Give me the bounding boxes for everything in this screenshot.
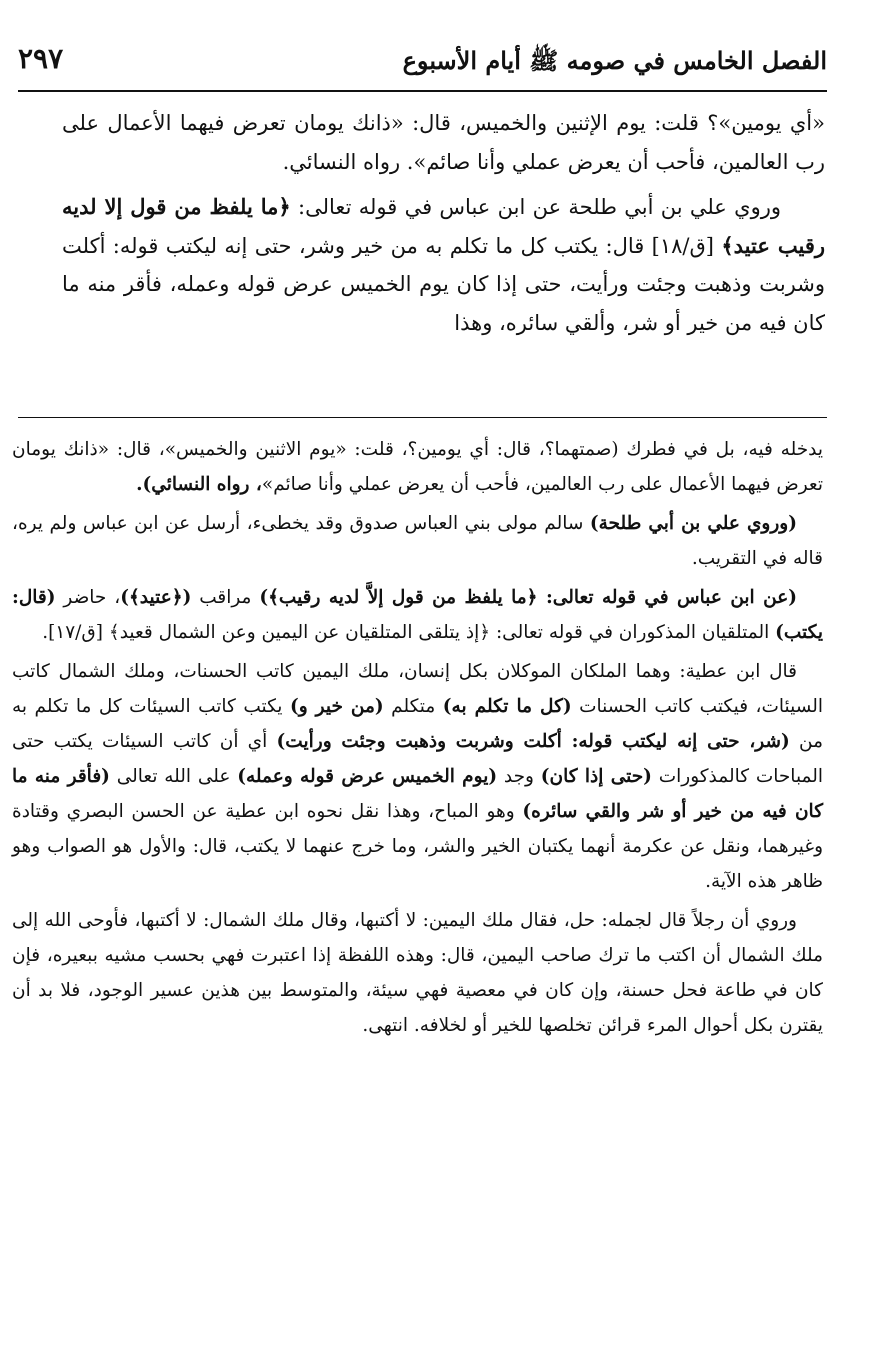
- page-number: ٢٩٧: [18, 42, 64, 75]
- note1-bold: ، رواه النسائي).: [136, 474, 262, 495]
- note1-text: يدخله فيه، بل في فطرك (صمتهما؟، قال: أي يومين؟، قلت: «يوم الاثنين والخميس»، قال: «ذانك يومان تعرض فيهما الأعمال على رب العالمين، فأحب أن يعرض عملي وأنا صائم»: [12, 439, 823, 495]
- main-paragraph-2-start: وروي علي بن أبي طلحة عن ابن عباس في قوله تعالى:: [290, 195, 781, 219]
- main-paragraph-1: «أي يومين»؟ قلت: يوم الإثنين والخميس، قال: «ذانك يومان تعرض فيهما الأعمال على رب العالمين، فأحب أن يعرض عملي وأنا صائم». رواه النسائي.: [62, 111, 825, 174]
- main-paragraph-2-end: [ق/١٨] قال: يكتب كل ما تكلم به من خير وشر، حتى إنه ليكتب قوله: أكلت وشربت وذهبت وجئت ورأيت، حتى إذا كان يوم الخميس عرض قوله وعمله، فأقر منه ما كان فيه من خير أو شر، وألقي سائره، وهذا: [62, 233, 825, 335]
- note4-text-e: وجد: [497, 766, 541, 787]
- main-paragraph-2: [62, 188, 825, 342]
- note4-bold-4: (حتى إذا كان): [540, 766, 652, 787]
- note4-text-g: وهو المباح، وهذا نقل نحوه ابن عطية عن الحسن البصري وقتادة وغيرهما، ونقل عن عكرمة أنهما يكتبان الخير والشر، وما خرج عنهما لا يكتب، قال: والأول هو الصواب وهو ظاهر هذه الآية.: [12, 801, 824, 892]
- note3-bold: (عن ابن عباس في قوله تعالى: ﴿ما يلفظ من قول إلاَّ لديه رقيب﴾): [259, 587, 797, 608]
- note4-text-a: قال ابن عطية: وهما الملكان الموكلان بكل إنسان، ملك اليمين كاتب الحسنات، وملك الشمال كاتب السيئات، فيكتب كاتب الحسنات: [12, 661, 823, 717]
- commentary: [12, 432, 823, 1047]
- note4-text-b: متكلم: [383, 696, 443, 717]
- note3-text-c: المتلقيان المذكوران في قوله تعالى: ﴿إذ يتلقى المتلقيان عن اليمين وعن الشمال قعيد﴾ [ق/١٧].: [42, 622, 776, 643]
- note3-bold-2: (﴿عتيد﴾): [120, 587, 192, 608]
- main-text: [62, 104, 825, 342]
- page-header: [18, 38, 827, 92]
- note4-text-d: أي أن كاتب السيئات يكتب حتى المباحات كالمذكورات: [12, 731, 823, 787]
- note2-text: سالم مولى بني العباس صدوق وقد يخطىء، أرسل عن ابن عباس ولم يره، قاله في التقريب.: [12, 513, 823, 569]
- note4-bold-5: (يوم الخميس عرض قوله وعمله): [237, 766, 498, 787]
- quran-verse: ﴿ما يلفظ من قول إلا لديه رقيب عتيد﴾: [62, 194, 825, 258]
- commentary-paragraph-1: [12, 432, 823, 502]
- commentary-paragraph-5: وروي أن رجلاً قال لجمله: حل، فقال ملك اليمين: لا أكتبها، وقال ملك الشمال: لا أكتبها، فأوحى الله إلى ملك الشمال أن اكتب ما ترك صاحب اليمين، قال: وهذه اللفظة إذا اعتبرت فهي بحسب مشيه ببعيره، فإن كان في طاعة فحل حسنة، وإن كان في معصية فهي سيئة، والمتوسط بين هذين عسير الوجود، فلا بد أن يقترن بكل أحوال المرء قرائن تخلصها للخير أو لخلافه. انتهى.: [12, 910, 823, 1036]
- commentary-paragraph-3: [12, 580, 823, 650]
- chapter-title: الفصل الخامس في صومه ﷺ أيام الأسبوع: [402, 46, 827, 75]
- note3-text-a: مراقب: [191, 587, 260, 608]
- note4-bold-1: (كل ما تكلم به): [442, 696, 572, 717]
- note3-text-b: ، حاضر: [55, 587, 121, 608]
- commentary-paragraph-4: [12, 654, 823, 899]
- footnote-separator: [18, 417, 827, 418]
- commentary-paragraph-2: [12, 506, 823, 576]
- note3-bold-3: (قال: يكتب): [12, 587, 823, 643]
- note2-bold: (وروي علي بن أبي طلحة): [589, 513, 797, 534]
- note4-bold-6: (فأقر منه ما كان فيه من خير أو شر والقي سائره): [12, 766, 824, 822]
- note4-text-f: على الله تعالى: [109, 766, 238, 787]
- note4-bold-3: (شر، حتى إنه ليكتب قوله: أكلت وشربت وذهبت وجئت ورأيت): [276, 731, 790, 752]
- note4-bold-2: (من خير و): [289, 696, 384, 717]
- note4-text-c: يكتب كاتب السيئات كل ما تكلم به من: [12, 696, 824, 752]
